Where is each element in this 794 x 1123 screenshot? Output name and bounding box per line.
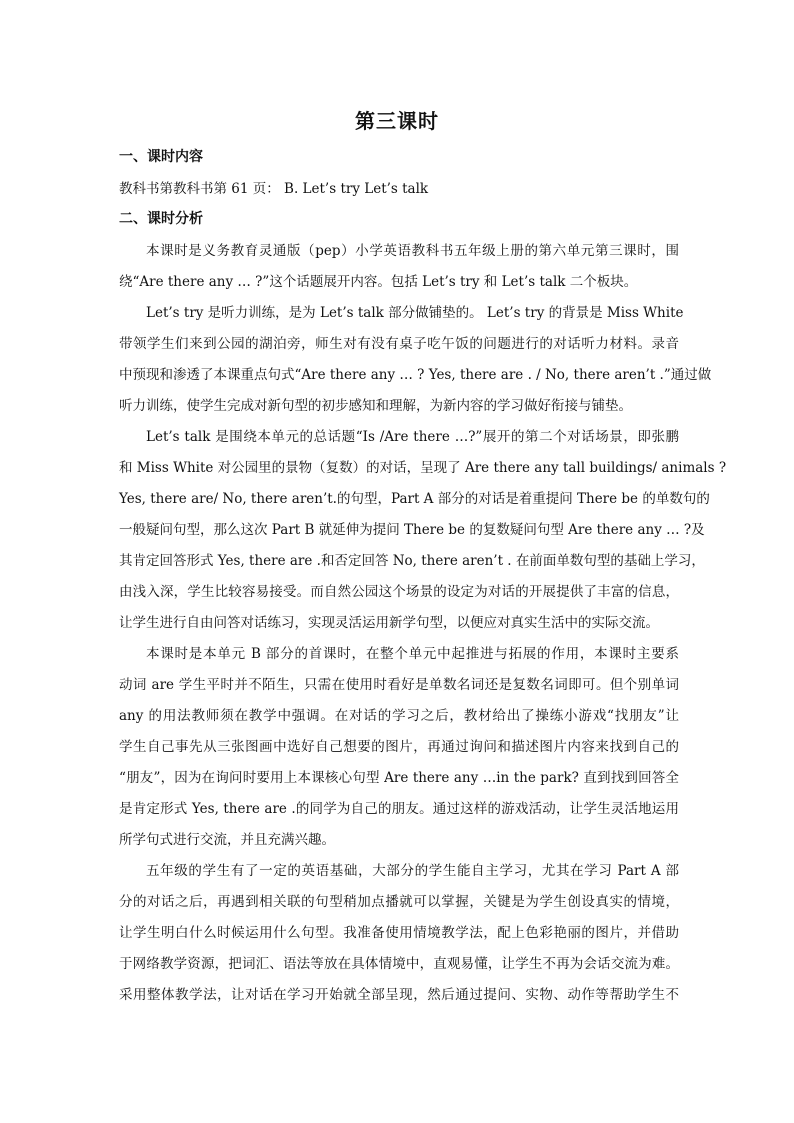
paragraph-line: 中预现和渗透了本课重点句式“Are there any … ? Yes, there are . / No, there aren’t .”通过做 bbox=[119, 367, 712, 383]
paragraph-line: 由浅入深，学生比较容易接受。而自然公园这个场景的设定为对话的开展提供了丰富的信息， bbox=[119, 584, 679, 600]
paragraph-line: Let’s try 是听力训练，是为 Let’s talk 部分做铺垫的。 Let’s try 的背景是 Miss White bbox=[146, 305, 684, 321]
paragraph-line: 五年级的学生有了一定的英语基础，大部分的学生能自主学习，尤其在学习 Part A 部 bbox=[146, 863, 679, 879]
paragraph-line: 绕“Are there any … ?”这个话题展开内容。包括 Let’s try 和 Let’s talk 二个板块。 bbox=[119, 274, 638, 290]
paragraph-line: 和 Miss White 对公园里的景物（复数）的对话，呈现了 Are there any tall buildings/ animals ? bbox=[119, 460, 727, 476]
paragraph-line: 所学句式进行交流，并且充满兴趣。 bbox=[119, 832, 335, 848]
paragraph-line: 动词 are 学生平时并不陌生，只需在使用时看好是单数名词还是复数名词即可。但个别单词 bbox=[119, 677, 679, 693]
paragraph-line: 学生自己事先从三张图画中选好自己想要的图片，再通过询问和描述图片内容来找到自己的 bbox=[119, 739, 679, 755]
paragraph-line: 让学生明白什么时候运用什么句型。我准备使用情境教学法，配上色彩艳丽的图片，并借助 bbox=[119, 925, 679, 941]
paragraph-line: 采用整体教学法，让对话在学习开始就全部呈现，然后通过提问、实物、动作等帮助学生不 bbox=[119, 987, 679, 1003]
paragraph-line: 教科书第教科书第 61 页： B. Let’s try Let’s talk bbox=[119, 181, 429, 197]
paragraph-line: 让学生进行自由问答对话练习，实现灵活运用新学句型，以便应对真实生活中的实际交流。 bbox=[119, 615, 659, 631]
paragraph-line: Let’s talk 是围绕本单元的总话题“Is /Are there …?”展开的第二个对话场景，即张鹏 bbox=[146, 429, 679, 445]
paragraph-line: 听力训练，使学生完成对新句型的初步感知和理解，为新内容的学习做好衔接与铺垫。 bbox=[119, 398, 632, 414]
paragraph-line: 带领学生们来到公园的湖泊旁，师生对有没有桌子吃午饭的问题进行的对话听力材料。录音 bbox=[119, 336, 679, 352]
paragraph-line: Yes, there are/ No, there aren’t.的句型，Part A 部分的对话是着重提问 There be 的单数句的 bbox=[119, 491, 710, 507]
paragraph-line: “朋友”，因为在询问时要用上本课核心句型 Are there any …in the park? 直到找到回答全 bbox=[119, 770, 679, 786]
paragraph-line: 分的对话之后，再遇到相关联的句型稍加点播就可以掌握，关键是为学生创设真实的情境， bbox=[119, 894, 679, 910]
paragraph-line: 本课时是本单元 B 部分的首课时，在整个单元中起推进与拓展的作用，本课时主要系 bbox=[146, 646, 679, 662]
section-heading-content: 一、课时内容 bbox=[119, 149, 203, 165]
paragraph-line: 于网络教学资源，把词汇、语法等放在具体情境中，直观易懂，让学生不再为会话交流为难。 bbox=[119, 956, 679, 972]
paragraph-line: 其肯定回答形式 Yes, there are .和否定回答 No, there aren’t . 在前面单数句型的基础上学习， bbox=[119, 553, 705, 569]
paragraph-line: 一般疑问句型，那么这次 Part B 就延伸为提问 There be 的复数疑问句型 Are there any … ?及 bbox=[119, 522, 705, 538]
page-title: 第三课时 bbox=[355, 109, 439, 133]
paragraph-line: 是肯定形式 Yes, there are .的同学为自己的朋友。通过这样的游戏活动，让学生灵活地运用 bbox=[119, 801, 679, 817]
paragraph-line: 本课时是义务教育灵通版（pep）小学英语教科书五年级上册的第六单元第三课时，围 bbox=[146, 243, 679, 259]
paragraph-line: any 的用法教师须在教学中强调。在对话的学习之后，教材给出了操练小游戏“找朋友”让 bbox=[119, 708, 679, 724]
section-heading-analysis: 二、课时分析 bbox=[119, 211, 203, 227]
